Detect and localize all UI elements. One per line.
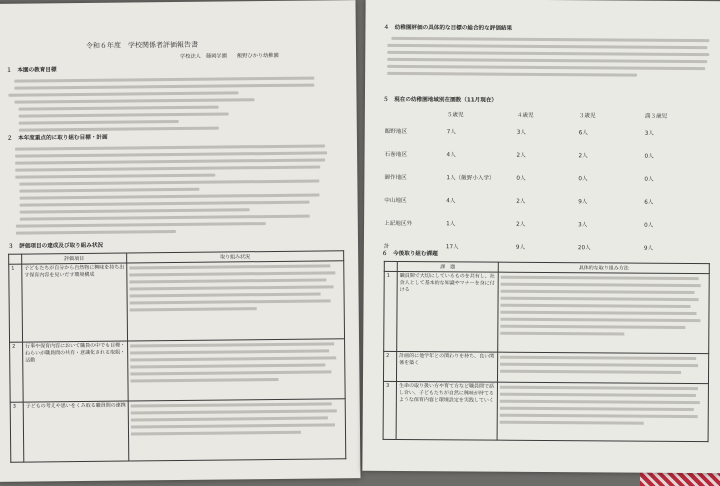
table-row <box>10 339 346 403</box>
cell-value: 1人 <box>446 220 456 227</box>
table-row <box>9 261 345 343</box>
evaluation-table <box>8 250 346 463</box>
cell-value: 0人 <box>578 175 588 182</box>
cell-value: 3人 <box>644 130 654 137</box>
cell-value: 2人 <box>516 152 526 159</box>
row-item: 行事や保育内容において職員の中でも目標・ねらいが職員間の共有・意識化される取組・活動 <box>25 342 126 364</box>
table-row <box>384 142 714 167</box>
row-status <box>127 261 345 341</box>
cell-value: 9人 <box>643 245 654 252</box>
row-item: 子どもの考えや思いをくみ取る職員間の連携 <box>25 402 126 410</box>
cell-value: 0人 <box>644 153 654 160</box>
region-name: 計 <box>383 243 390 250</box>
cell-value: 6人 <box>644 199 654 206</box>
cell-value: 0人 <box>644 222 654 229</box>
cell-value: 0人 <box>644 176 654 183</box>
col-header: ５歳児 <box>446 112 464 119</box>
row-status <box>128 339 346 401</box>
enrollment-table <box>381 109 715 259</box>
cell-value: 6人 <box>578 129 588 136</box>
task-method <box>498 272 710 353</box>
table-row <box>384 271 710 353</box>
row-number: 3 <box>10 402 24 462</box>
cell-value: 9人 <box>515 244 526 251</box>
section-2-body <box>0 0 355 4</box>
section-1-heading: １ 本園の教育目標 <box>6 67 57 74</box>
section-4-heading: ４ 幼稚園評価の具体的な目標の総合的な評価結果 <box>383 24 513 32</box>
cell-value: 2人 <box>578 152 588 159</box>
section-5-heading: ５ 現在の幼稚園地域別在園数（11月現在） <box>382 96 498 104</box>
table-header: 課 題 <box>397 261 498 272</box>
table-row <box>384 188 714 213</box>
cell-value: 17人 <box>445 243 459 250</box>
tasks-table <box>383 261 710 442</box>
table-row <box>384 211 714 236</box>
task-text: 職員間で大切にしているものを共有し、社会人として基本的な知識やマナーを身に付ける <box>399 272 495 294</box>
table-row <box>383 351 708 383</box>
cell-value: 9人 <box>578 198 588 205</box>
table-header: 取り組み状況 <box>127 251 344 263</box>
report-title: 令和６年度 学校関係者評価報告書 <box>85 40 198 50</box>
col-header: 満３歳児 <box>644 113 668 120</box>
row-number: 2 <box>383 351 396 381</box>
region-name: 石巻地区 <box>384 151 407 158</box>
section-6-heading: ６ 今後取り組む課題 <box>381 250 438 258</box>
col-header: ４歳児 <box>516 112 534 119</box>
row-number: 1 <box>9 264 23 342</box>
task-text: 計画的に他学年との関わりを持ち、良い関係を築く <box>399 352 495 367</box>
region-name: 上記地区外 <box>384 220 413 227</box>
section-2-heading: ２ 本年度重点的に取り組む目標・計画 <box>6 134 108 142</box>
section-4-body <box>366 0 720 1</box>
table-row <box>385 119 715 144</box>
table-row <box>10 399 346 463</box>
row-status <box>128 399 346 461</box>
cell-value: 2人 <box>516 198 526 205</box>
cell-value: 3人 <box>516 129 526 136</box>
cell-value: 4人 <box>446 151 456 158</box>
left-page <box>0 0 360 482</box>
cell-value: 0人 <box>516 175 526 182</box>
row-item: 子どもたちが自分から自然物に興味を持ち出す保育内容を見いだす環境構成 <box>24 264 125 279</box>
table-header: 評価項目 <box>22 253 127 264</box>
table-header: 具体的な取り組み方法 <box>498 262 709 273</box>
region-name: 御作地区 <box>384 174 407 181</box>
cell-value: 7人 <box>446 128 456 135</box>
region-name: 飯野地区 <box>384 128 408 135</box>
table-row <box>384 165 714 190</box>
section-1-body <box>0 0 355 4</box>
task-text: 生命の取り扱い方や育て方など職員間で話し合い、子どもたちが自然に興味が持てるような保育内容と環境設定を実践していく <box>398 382 494 404</box>
cell-value: 1人（飯野小入学） <box>446 174 495 182</box>
cell-value: 2人 <box>516 221 526 228</box>
right-page <box>362 0 720 473</box>
table-row <box>383 381 708 441</box>
row-number: 1 <box>384 271 398 351</box>
section-3-heading: ３ 評価項目の達成及び取り組み状況 <box>8 242 104 250</box>
task-method <box>497 352 708 383</box>
row-number: 2 <box>10 342 24 402</box>
cell-value: 20人 <box>577 244 591 251</box>
cell-value: 4人 <box>446 197 456 204</box>
row-number: 3 <box>383 381 396 439</box>
col-header: ３歳児 <box>578 113 596 120</box>
task-method <box>497 382 708 441</box>
region-name: 中山地区 <box>384 197 407 204</box>
school-name: 学校法人 藤岡学園 飯野ひかり幼稚園 <box>180 52 279 60</box>
cell-value: 3人 <box>578 221 588 228</box>
